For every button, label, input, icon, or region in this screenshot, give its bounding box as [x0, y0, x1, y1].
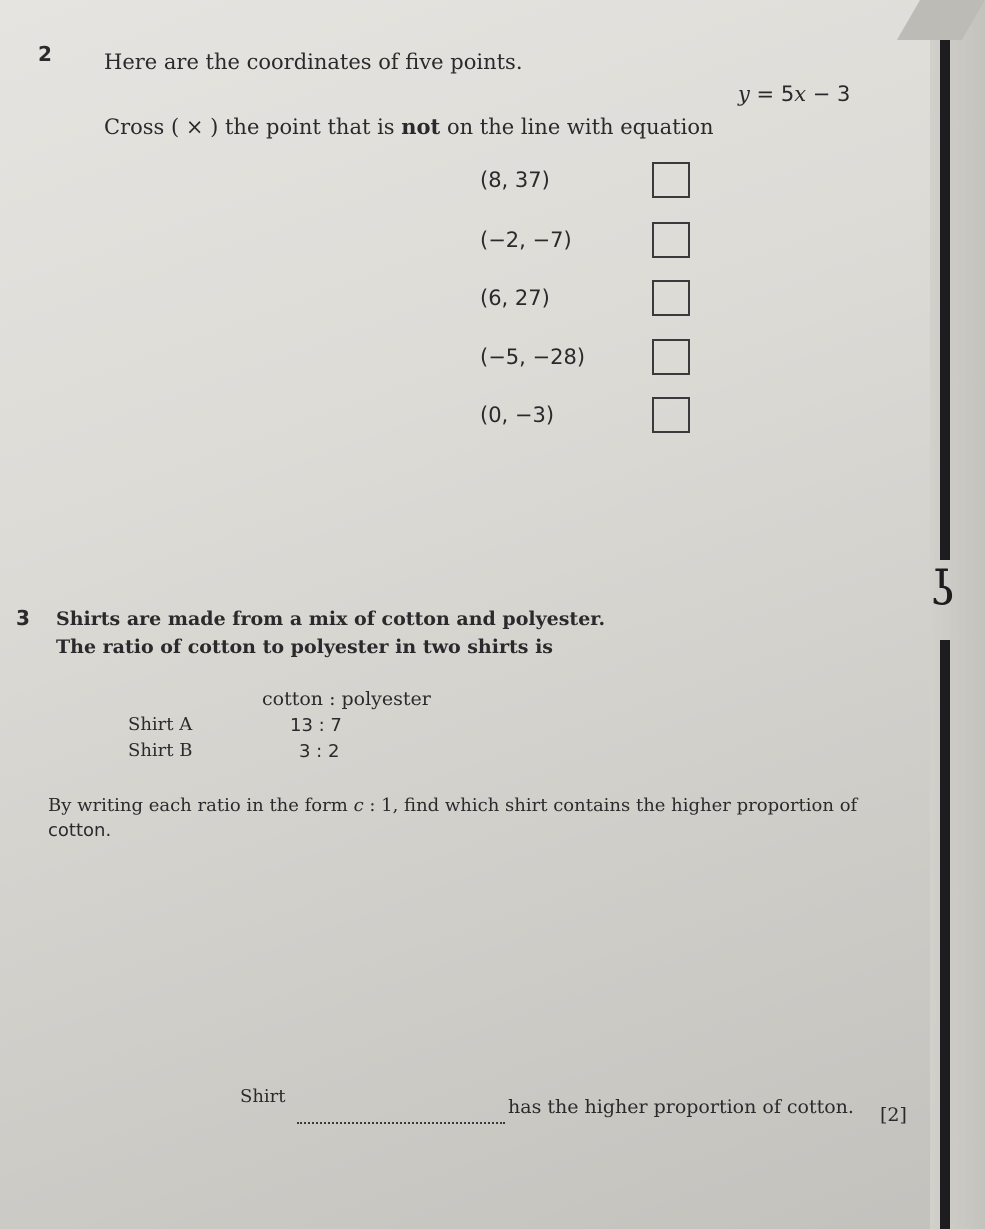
shirt-a-label: Shirt A: [128, 714, 193, 735]
task-text-a: By writing each ratio in the form: [48, 795, 348, 816]
equation-constant: − 3: [806, 82, 851, 106]
point-label: (8, 37): [480, 168, 550, 192]
point-option-2: [480, 222, 720, 262]
margin-line-lower: [940, 640, 950, 1229]
point-option-3: [480, 280, 720, 320]
answer-prefix: Shirt: [240, 1086, 286, 1107]
question-3-task: [48, 795, 857, 816]
task-text-b: : 1, find which shirt contains the higher proportion of: [363, 795, 858, 816]
answer-suffix: has the higher proportion of cotton.: [508, 1096, 854, 1118]
instruction-prefix: Cross ( × ) the point that is: [104, 115, 395, 139]
shirt-a-ratio: 13 : 7: [290, 715, 342, 736]
point-label: (−2, −7): [480, 228, 572, 252]
equation-x: x: [794, 82, 807, 106]
question-3-line-1: Shirts are made from a mix of cotton and polyester.: [56, 608, 606, 630]
instruction-suffix: on the line with equation: [446, 115, 714, 139]
point-option-4: [480, 339, 720, 379]
point-option-1: [480, 162, 720, 202]
question-3-task-end: cotton.: [48, 820, 112, 841]
question-2-number: 2: [38, 42, 52, 66]
question-2-instruction: [104, 114, 714, 139]
margin-line-upper: [940, 40, 950, 560]
ratio-header: cotton : polyester: [262, 688, 431, 710]
question-3-number: 3: [16, 606, 30, 630]
point-checkbox[interactable]: [652, 162, 690, 198]
line-equation: [738, 82, 850, 106]
shirt-b-ratio: 3 : 2: [299, 741, 340, 762]
point-label: (6, 27): [480, 286, 550, 310]
question-3-line-2: The ratio of cotton to polyester in two shirts is: [56, 636, 553, 658]
point-label: (0, −3): [480, 403, 555, 427]
point-checkbox[interactable]: [652, 339, 690, 375]
margin-hook-mark: ʖ: [930, 561, 956, 617]
task-variable-c: c: [353, 795, 364, 816]
point-checkbox[interactable]: [652, 222, 690, 258]
marks-label: [2]: [880, 1104, 907, 1126]
point-checkbox[interactable]: [652, 397, 690, 433]
question-2-intro: Here are the coordinates of five points.: [104, 50, 523, 74]
instruction-not: not: [401, 114, 441, 139]
equation-y: y: [738, 82, 750, 106]
point-option-5: [480, 397, 720, 437]
point-label: (−5, −28): [480, 345, 586, 369]
equation-coefficient: = 5: [749, 82, 795, 106]
point-checkbox[interactable]: [652, 280, 690, 316]
answer-input[interactable]: [297, 1098, 505, 1124]
shirt-b-label: Shirt B: [128, 740, 193, 761]
